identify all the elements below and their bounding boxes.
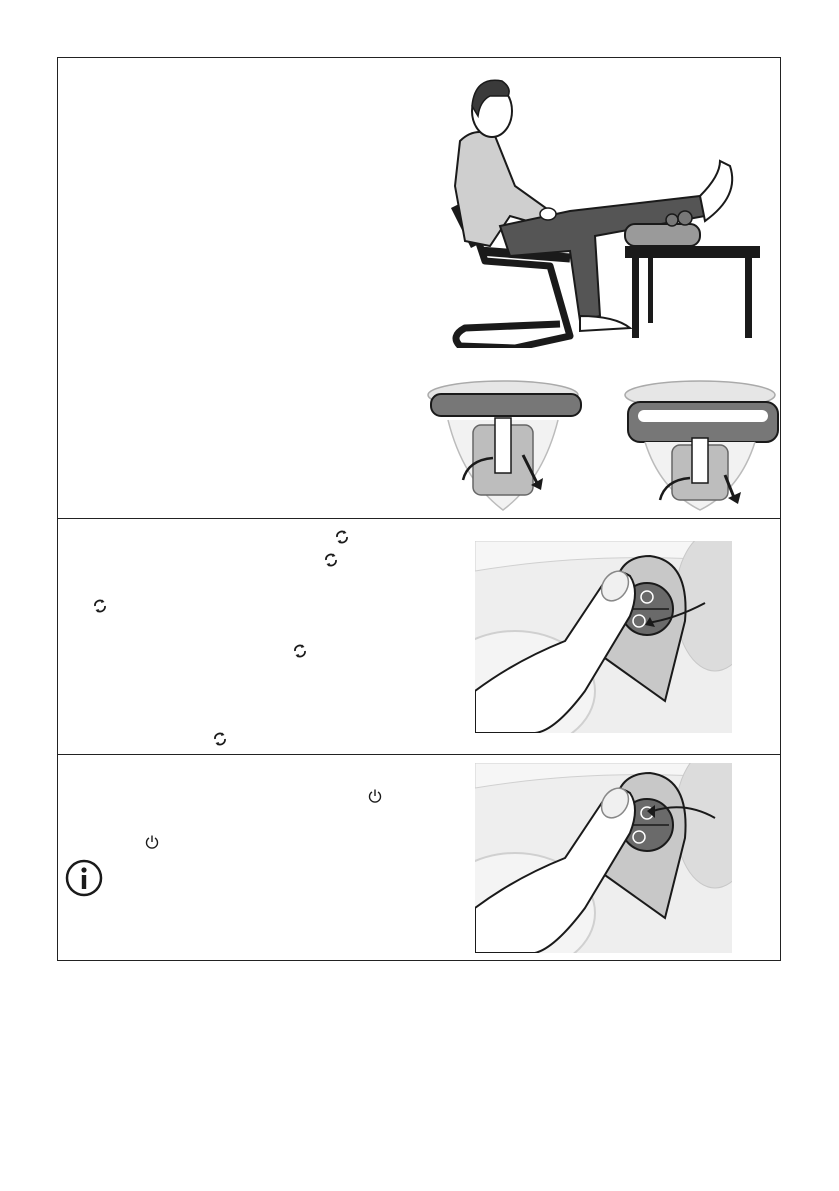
power-icon — [144, 834, 160, 850]
section-mode-selection — [58, 518, 780, 754]
section-power-off — [58, 754, 780, 962]
manual-page-frame — [57, 57, 781, 961]
massager-position-high-illustration — [620, 380, 780, 512]
finger-pressing-power-button-illustration — [475, 763, 732, 953]
massager-position-low-illustration — [423, 380, 583, 512]
finger-pressing-mode-button-illustration — [475, 541, 732, 733]
mode-icon — [292, 643, 308, 659]
section-positioning — [58, 58, 780, 518]
mode-icon — [92, 598, 108, 614]
info-icon — [65, 859, 103, 897]
person-using-foot-massager-illustration — [420, 66, 782, 348]
mode-icon — [323, 552, 339, 568]
mode-icon — [212, 731, 228, 747]
mode-icon — [334, 529, 350, 545]
power-icon — [367, 788, 383, 804]
